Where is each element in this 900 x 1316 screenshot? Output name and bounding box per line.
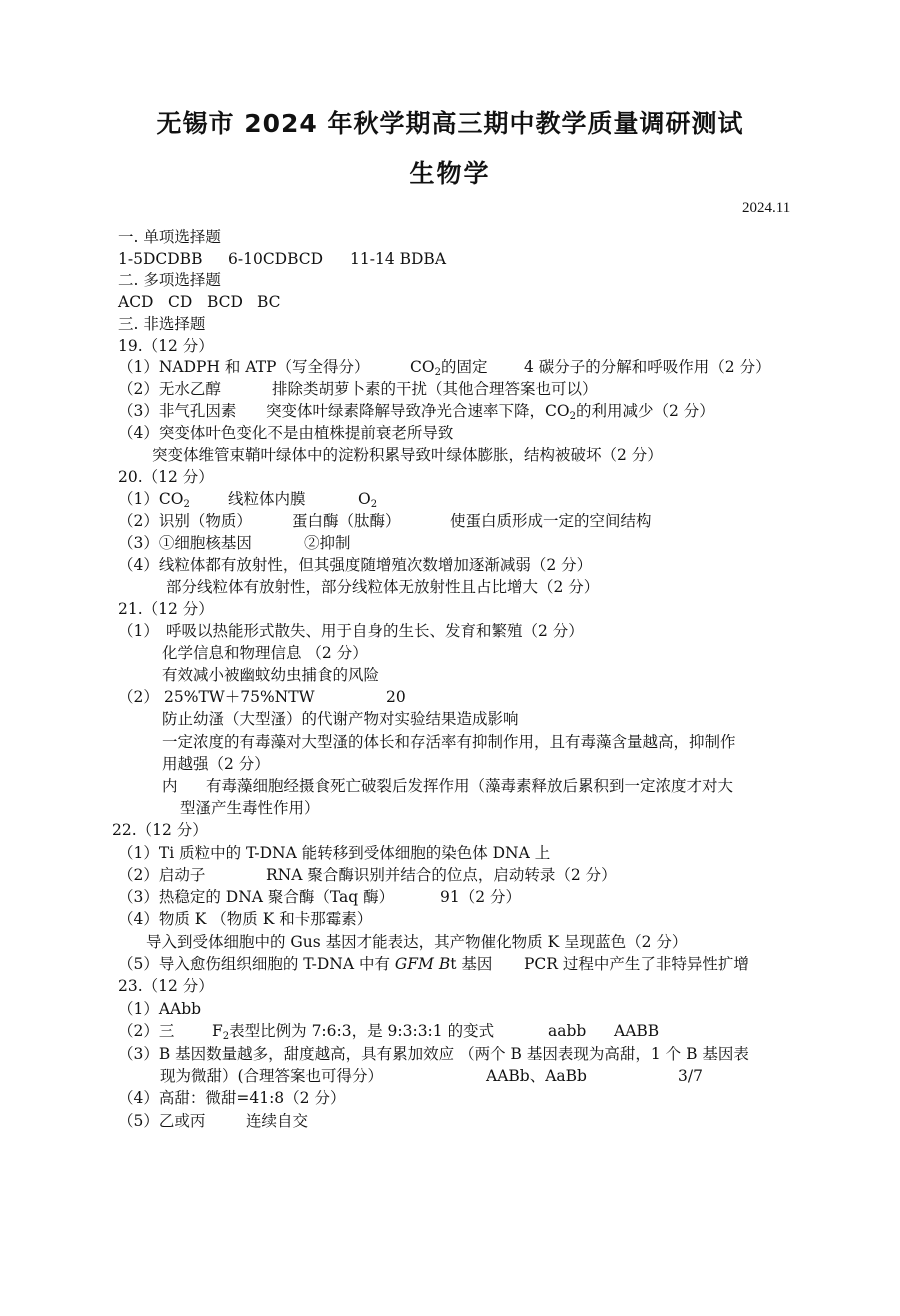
q20-answer-2 xyxy=(118,510,652,532)
answer-group: BCD xyxy=(207,293,243,311)
answer-text: ②抑制 xyxy=(304,534,351,552)
q23-answer-2 xyxy=(118,1020,660,1042)
answer-group: 1-5DCDBB xyxy=(118,250,203,268)
subject-title: 生物学 xyxy=(409,159,491,188)
q19-answer-2 xyxy=(118,378,598,400)
answer-text: （5）乙或丙 xyxy=(118,1112,206,1130)
answer-text: 有毒藻细胞经摄食死亡破裂后发挥作用（藻毒素释放后累积到一定浓度才对大 xyxy=(206,777,734,795)
q19-answer-4: （4）突变体叶色变化不是由植株提前衰老所导致 xyxy=(118,424,454,442)
answer-text: 蛋白酶（肽酶） xyxy=(292,512,401,530)
q22-answer-2 xyxy=(118,864,617,886)
q23-answer-5 xyxy=(118,1110,309,1132)
answer-text: aabb xyxy=(548,1022,587,1040)
answer-group: ACD xyxy=(118,293,154,311)
q21-answer-2d-cont: 型溞产生毒性作用） xyxy=(180,799,320,817)
answer-text: （1） xyxy=(118,622,159,640)
q22-answer-1: （1）Ti 质粒中的 T-DNA 能转移到受体细胞的染色体 DNA 上 xyxy=(118,844,551,862)
answer-text: 呼吸以热能形式散失、用于自身的生长、发育和繁殖（2 分） xyxy=(166,622,584,640)
q19-answer-3 xyxy=(118,400,715,422)
answer-text: （2）三 xyxy=(118,1022,175,1040)
answer-text: 3/7 xyxy=(678,1067,703,1085)
q23-answer-3-cont xyxy=(160,1065,703,1087)
answer-text: 突变体叶绿素降解导致净光合速率下降，$CO_2$的利用减少（2 分） xyxy=(266,402,715,422)
answer-text: （3）热稳定的 DNA 聚合酶（Taq 酶） xyxy=(118,888,395,906)
q21-heading: 21.（12 分） xyxy=(118,600,214,618)
answer-text: PCR 过程中产生了非特异性扩增 xyxy=(524,955,749,973)
answer-text: （2） xyxy=(118,688,159,706)
answer-text: （1）NADPH 和 ATP（写全得分） xyxy=(118,358,370,376)
q21-answer-2 xyxy=(118,686,406,708)
q21-answer-2b: 防止幼溞（大型溞）的代谢产物对实验结果造成影响 xyxy=(162,710,519,728)
answer-text: 内 xyxy=(162,777,178,795)
q22-answer-5 xyxy=(118,953,749,975)
multiple-choice-answers xyxy=(118,291,281,313)
q22-heading: 22.（12 分） xyxy=(112,821,208,839)
q23-answer-4: （4）高甜：微甜=41:8（2 分） xyxy=(118,1089,346,1107)
answer-text: $CO_2$的固定 xyxy=(410,358,488,378)
answer-text: （2）识别（物质） xyxy=(118,512,252,530)
answer-text: 现为微甜）(合理答案也可得分） xyxy=(160,1067,384,1085)
q21-answer-1 xyxy=(118,620,584,642)
answer-group: CD xyxy=(168,293,193,311)
answer-text: （2）无水乙醇 xyxy=(118,380,221,398)
section-non-choice-heading: 三. 非选择题 xyxy=(118,315,206,333)
answer-text: $(1)CO_2$ xyxy=(118,490,190,510)
q21-answer-1c: 有效减小被幽蚊幼虫捕食的风险 xyxy=(162,666,380,684)
answer-text: $F_2$表型比例为 7:6:3，是 9:3:3:1 的变式 xyxy=(212,1022,495,1042)
answer-text: 4 碳分子的分解和呼吸作用（2 分） xyxy=(524,358,771,376)
single-choice-answers xyxy=(118,248,447,270)
q22-answer-3 xyxy=(118,886,522,908)
q22-answer-4-cont: 导入到受体细胞中的 Gus 基因才能表达，其产物催化物质 K 呈现蓝色（2 分） xyxy=(146,933,688,951)
answer-text: 91（2 分） xyxy=(440,888,522,906)
answer-group: BC xyxy=(257,293,281,311)
q20-answer-3 xyxy=(118,532,351,554)
answer-text: （2）启动子 xyxy=(118,866,206,884)
q23-answer-1: （1）AAbb xyxy=(118,1000,202,1018)
answer-text: 排除类胡萝卜素的干扰（其他合理答案也可以） xyxy=(272,380,598,398)
q21-answer-2d xyxy=(162,775,734,797)
exam-date: 2024.11 xyxy=(742,200,791,216)
answer-text: （5）导入愈伤组织细胞的 T-DNA 中有 GFM Bt 基因 xyxy=(118,955,493,973)
q20-answer-4-cont: 部分线粒体有放射性，部分线粒体无放射性且占比增大（2 分） xyxy=(166,578,600,596)
answer-text: 连续自交 xyxy=(246,1112,309,1130)
answer-text: 线粒体内膜 xyxy=(228,490,306,508)
q19-answer-4-cont: 突变体维管束鞘叶绿体中的淀粉积累导致叶绿体膨胀，结构被破坏（2 分） xyxy=(152,446,663,464)
answer-text: （3）①细胞核基因 xyxy=(118,534,252,552)
answer-group: 11-14 BDBA xyxy=(350,250,447,268)
answer-group: 6-10CDBCD xyxy=(228,250,324,268)
section-multiple-choice-heading: 二. 多项选择题 xyxy=(118,271,221,289)
answer-text: （3）非气孔因素 xyxy=(118,402,237,420)
answer-text: RNA 聚合酶识别并结合的位点，启动转录（2 分） xyxy=(266,866,617,884)
q21-answer-2c-cont: 用越强（2 分） xyxy=(162,755,270,773)
q19-answer-1 xyxy=(118,356,771,378)
page-title: 无锡市 2024 年秋学期高三期中教学质量调研测试 xyxy=(156,109,744,138)
q20-heading: 20.（12 分） xyxy=(118,468,214,486)
answer-text: 20 xyxy=(386,688,406,706)
q22-answer-4: （4）物质 K （物质 K 和卡那霉素） xyxy=(118,910,373,928)
answer-text: 使蛋白质形成一定的空间结构 xyxy=(450,512,652,530)
q21-answer-2c: 一定浓度的有毒藻对大型溞的体长和存活率有抑制作用，且有毒藻含量越高，抑制作 xyxy=(162,733,736,751)
q23-answer-3: （3）B 基因数量越多，甜度越高，具有累加效应 （两个 B 基因表现为高甜，1 个 B 基因表 xyxy=(118,1045,749,1063)
q19-heading: 19.（12 分） xyxy=(118,337,214,355)
section-single-choice-heading: 一. 单项选择题 xyxy=(118,228,221,246)
answer-text: AABB xyxy=(614,1022,660,1040)
answer-text: AABb、AaBb xyxy=(486,1067,587,1085)
answer-text: $O_2$ xyxy=(358,490,378,510)
q20-answer-4: （4）线粒体都有放射性，但其强度随增殖次数增加逐渐减弱（2 分） xyxy=(118,556,593,574)
answer-text: 25%TW＋75%NTW xyxy=(164,688,315,706)
q23-heading: 23.（12 分） xyxy=(118,977,214,995)
q21-answer-1b: 化学信息和物理信息 （2 分） xyxy=(162,644,368,662)
